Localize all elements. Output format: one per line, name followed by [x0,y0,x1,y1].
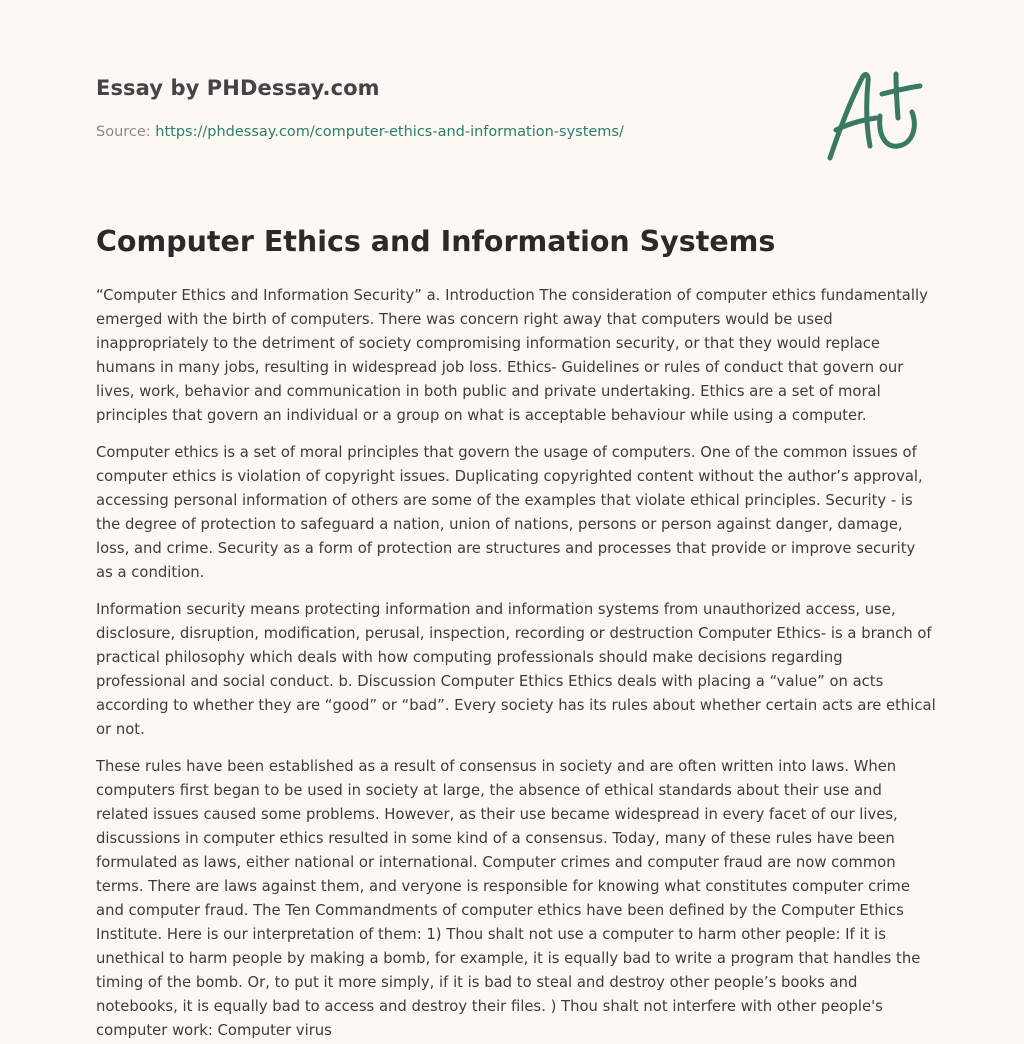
essay-paragraph: Information security means protecting information and information systems from unauthorized access, use, disclosure, disruption, modification, perusal, inspection, recording or destruction Computer Ethics- is a branch of practical philosophy which deals with how computing professionals should make decisions regarding professional and social conduct. b. Discussion Computer Ethics Ethics deals with placing a “value” on acts according to whether they are “good” or “bad”. Every society has its rules about whether certain acts are ethical or not. [96,601,936,738]
essay-body [96,284,936,1044]
source-line [96,124,624,140]
a-plus-logo-icon [824,66,928,166]
site-title: Essay by PHDessay.com [96,76,380,100]
source-label: Source: [96,124,156,140]
essay-paragraph: These rules have been established as a result of consensus in society and are often written into laws. When computers first began to be used in society at large, the absence of ethical standards about their use and related issues caused some problems. However, as their use became widespread in every facet of our lives, discussions in computer ethics resulted in some kind of a consensus. Today, many of these rules have been formulated as laws, either national or international. Computer crimes and computer fraud are now common terms. There are laws against them, and veryone is responsible for knowing what constitutes computer crime and computer fraud. The Ten Commandments of computer ethics have been defined by the Computer Ethics Institute. Here is our interpretation of them: 1) Thou shalt not use a computer to harm other people: If it is unethical to harm people by making a bomb, for example, it is equally bad to write a program that handles the timing of the bomb. Or, to put it more simply, if it is bad to steal and destroy other people’s books and notebooks, it is equally bad to access and destroy their files. ) Thou shalt not interfere with other people's computer work: Computer virus [96,758,921,1039]
essay-title: Computer Ethics and Information Systems [96,225,776,258]
essay-paragraph: “Computer Ethics and Information Security” a. Introduction The consideration of computer ethics fundamentally emerged with the birth of computers. There was concern right away that computers would be used inappropriately to the detriment of society compromising information security, or that they would replace humans in many jobs, resulting in widespread job loss. Ethics- Guidelines or rules of conduct that govern our lives, work, behavior and communication in both public and private undertaking. Ethics are a set of moral principles that govern an individual or a group on what is acceptable behaviour while using a computer. [96,287,928,424]
essay-paragraph: Computer ethics is a set of moral principles that govern the usage of computers. One of the common issues of computer ethics is violation of copyright issues. Duplicating copyrighted content without the author’s approval, accessing personal information of others are some of the examples that violate ethical principles. Security - is the degree of protection to safeguard a nation, union of nations, persons or person against danger, damage, loss, and crime. Security as a form of protection are structures and processes that provide or improve security as a condition. [96,444,923,581]
source-link[interactable]: https://phdessay.com/computer-ethics-and-information-systems/ [155,124,624,140]
